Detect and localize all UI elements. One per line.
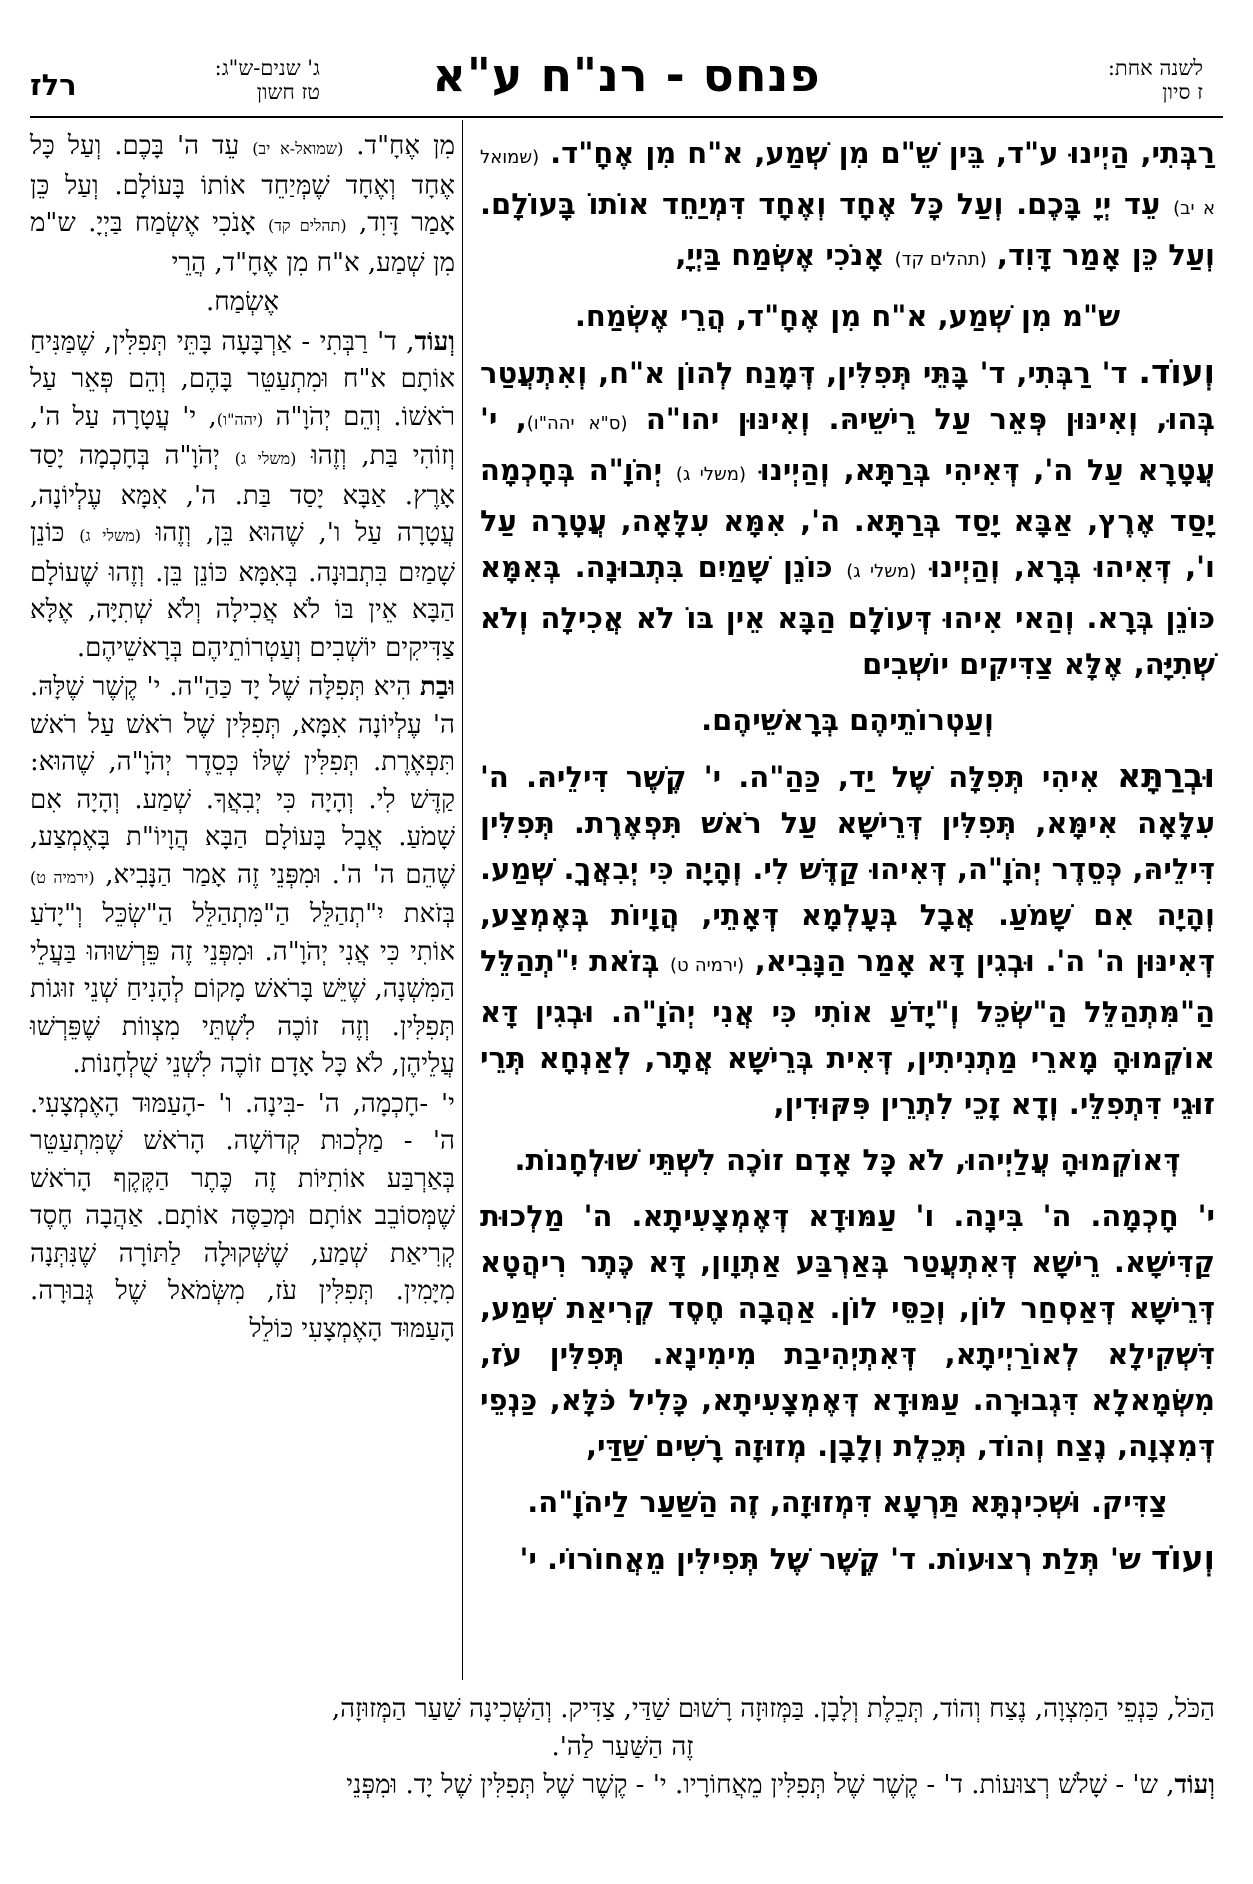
main-text: כּוֹנֵן שָׁמַיִם בִּתְבוּנָה. בְּאִמָּא כּוֹנֵן בְּרָא. וְהַאי אִיהוּ דְּעוֹלָם הַבָּא אֵין בּוֹ לֹא אֲכִילָה וְלֹא שְׁתִיָּה, אֶלָּא צַדִּיקִים יוֹשְׁבִים [480, 550, 1215, 681]
main-lead-word: וּבְרַתָּא [1117, 756, 1215, 795]
page-title-text: פנחס - רנ"ח ע"א [432, 48, 821, 102]
side-paragraph-4 [30, 1086, 455, 1349]
side-citation: (שמואל-א יב) [252, 139, 344, 158]
main-paragraph-5 [480, 1535, 1215, 1582]
side-text: יְהֹוָ"ה בְּחָכְמָה יָסַד אָרֶץ. אַבָּא יָסַד בַּת. ה', אִמָּא עֶלְיוֹנָה, עֲטָרָה עַל ו', שֶׁהוּא בֵּן, וְזֶהוּ [30, 441, 456, 548]
main-citation: (ירמיה ט) [669, 955, 745, 976]
side-text: אֶשְׂמַח. [205, 287, 280, 317]
main-lead-word: וְעוֹד. [1138, 352, 1215, 391]
bottom-text: זֶה הַשַּׁעַר לַה'. [551, 1732, 694, 1762]
side-paragraph-1 [30, 128, 455, 282]
header-rule [30, 116, 1223, 118]
main-paragraph-3-end [480, 1137, 1215, 1183]
main-text: יְהֹוָ"ה בְּחָכְמָה יָסַד אֶרֶץ, אַבָּא יָסַד בְּרַתָּא. ה', אִמָּא עִלָּאָה, עֲטָרָה עַל ו', דְּאִיהוּ בְּרָא, וְהַיְינוּ [480, 453, 1215, 584]
main-text: אִיהִי תְּפִלָּה שֶׁל יַד, כַּהַ"ה. י' קֶשֶׁר דִּילֵיהּ. ה' [480, 760, 1100, 794]
side-citation: (יהה"ו) [216, 409, 264, 429]
main-text: ד' רַבְּתִי, ד' בָּתֵּי תְּפִלִּין, דְּמָנַח לְהוֹן א"ח, וְאִתְעֲטַר [480, 356, 1128, 390]
main-column [480, 130, 1215, 1592]
bottom-line-3 [30, 1766, 1215, 1804]
side-lead-word: וּבַת [419, 672, 456, 702]
side-paragraph-2 [30, 324, 455, 668]
main-paragraph-1-end [480, 293, 1215, 339]
side-text: , ד' רַבְּתִי - אַרְבָּעָה בָּתֵּי תְּפִלִּין, שֶׁמַּנִּיחַ אוֹתָם א"ח וּמִתְעַטֵּר בָּהֶם, וְהֵם פְּאֵר עַל רֹאשׁוֹ. וְהֵם יְהֹוָ"ה [30, 326, 455, 432]
bottom-line-2 [30, 1728, 1215, 1766]
main-text: צַדִּיק. וּשְׁכִינְתָּא תַּרְעָא דִּמְזוּזָה, זֶה הַשַּׁעַר לַיהֹוָ"ה. [527, 1485, 1168, 1519]
main-lead-word: וְעוֹד [1150, 1538, 1215, 1577]
main-text: , י' עֲטָרָא עַל ה', דְּאִיהִי בְּרַתָּא, וְהַיְינוּ [480, 402, 1215, 487]
side-text: הִיא תְּפִלָּה שֶׁל יָד כַּהַ"ה. י' קֶשֶׁר שֶׁלָּהּ. ה' עֶלְיוֹנָה אִמָּא, תְּפִלִּין שֶׁל רֹאשׁ עַל רֹאשׁ תִּפְאֶרֶת. תְּפִלִּין שֶׁלּוֹ כְּסֵדֶר יְהֹוָ"ה, שֶׁהוּא: קַדֶּשׁ לִי. וְהָיָה כִּי יְבִאֲךָ. שְׁמַע. וְהָיָה אִם שָׁמֹעַ. אֲבָל בָּעוֹלָם הַבָּא הֲוָיוֹ"ת בָּאֶמְצַע, שֶׁהֵם ה' ה'. וּמִפְּנֵי זֶה אָמַר הַנָּבִיא, [30, 672, 455, 890]
main-text: בְּהוּ, וְאִינּוּן פְּאֵר עַל רֵישֵׁיהּ. וְאִינּוּן יהו"ה [645, 402, 1215, 436]
main-paragraph-3 [480, 753, 1215, 1127]
main-citation: (ס"א יהה"ו) [526, 413, 628, 434]
header-right-label [1003, 56, 1203, 104]
translation-column [30, 128, 455, 1350]
main-text: עִלָּאָה אִימָּא, תְּפִלִּין דְּרֵישָׁא עַל רֹאשׁ תִּפְאֶרֶת. [573, 806, 1215, 840]
header-right-label-line1: לשנה אחת: [1107, 56, 1203, 80]
main-text: תְּפִלִּין דִּילֵיהּ, כְּסֵדֶר יְהֹוָ"ה, דְּאִיהוּ קַדֶּשׁ לִי. וְהָיָה כִּי יְבִאֲךָ. שְׁמַע. וְהָיָה אִם שָׁמֹעַ. אֲבָל בְּעָלְמָא דְּאָתֵי, הֲוָיוֹת בְּאֶמְצַע, דְּאִינּוּן ה' ה'. וּבְגִין דָּא אָמַר הַנָּבִיא, [480, 806, 1215, 978]
side-text: י' -חָכְמָה, ה' -בִּינָה. ו' -הָעַמּוּד הָאֶמְצָעִי. ה' - מַלְכוּת קְדוֹשָׁה. הָרֹאשׁ שֶׁמִּתְעַטֵּר בְּאַרְבַּע אוֹתִיּוֹת זֶה כֶּתֶר הַקֶּקֶף הָרֹאשׁ שֶׁמְּסוֹבֵב אוֹתָם וּמְכַסֶּה אוֹתָם. אַהֲבָה חֶסֶד קְרִיאַת שְׁמַע, שֶׁשְּׁקוּלָה לַתּוֹרָה שֶׁנִּתְּנָה מִיָּמִין. תְּפִלִּין עֹז, מִשְּׂמֹאל שֶׁל גְּבוּרָה. הָעַמּוּד הָאֶמְצָעִי כּוֹלֵל [30, 1088, 455, 1344]
main-text: ש"מ מִן שְׁמַע, א"ח מִן אֶחָ"ד, הֲרֵי אֶשְׂמַח. [574, 299, 1121, 333]
main-text: דְּאוֹקְמוּהָ עֲלַיְיהוּ, לֹא כָּל אָדָם זוֹכֶה לִשְׁתֵּי שׁוּלְחָנוֹת. [514, 1143, 1181, 1177]
main-citation: (שמואל א יב) [480, 147, 1215, 219]
bottom-lead-word: וְעוֹד [1174, 1770, 1215, 1800]
main-citation: (משלי ג) [675, 464, 746, 485]
page-number: רלז [30, 68, 77, 102]
bottom-text: הַכֹּל, כַּנְפֵי הַמִּצְוָה, נֶצַח וְהוֹד, תְּכֵלֶת וְלָבָן. בַּמְּזוּזָה רָשׁוּם שַׁדַּי, צַדִּיק. וְהַשְּׁכִינָה שַׁעַר הַמְּזוּזָה, [331, 1694, 1215, 1724]
side-paragraph-3 [30, 669, 455, 1084]
main-text: ש' תְּלַת רְצוּעוֹת. ד' קֶשֶׁר שֶׁל תְּפִילִּין מֵאֲחוֹרוֹי. י' [519, 1542, 1141, 1576]
side-paragraph-1-end [30, 284, 455, 322]
bottom-text: , ש' - שָׁלֹשׁ רְצוּעוֹת. ד' - קֶשֶׁר שֶׁל תְּפִלִּין מֵאֲחוֹרָיו. י' - קֶשֶׁר שֶׁל תְּפִלִּין שֶׁל יָד. וּמִפְּנֵי [346, 1770, 1175, 1800]
main-text: עֵד יְיָ בָּכֶם. וְעַל כָּל אֶחָד וְאֶחָד דִּמְיַחֵד אוֹתוֹ בָּעוֹלָם. וְעַל כֵּן אָמַר דָּוִד, [480, 187, 1215, 272]
side-text: , י' עֲטָרָה עַל ה', וְזוֹהִי בַּת, וְזֶהוּ [30, 401, 456, 471]
main-paragraph-2 [480, 349, 1215, 687]
bottom-line-1 [30, 1690, 1215, 1728]
header-left-label-line1: ג' שנים-ש"ג: [214, 56, 320, 80]
side-text: בְּזֹאת יִ"תְהַלֵּל הַ"מִּתְהַלֵּל הַ"שְׂכֵּל וְ"יָדֹעַ אוֹתִי כִּי אֲנִי יְהֹוָ"ה. וּמִפְּנֵי זֶה פֵּרְשׁוּהוּ בַּעֲלֵי הַמִּשְׁנָה, שֶׁיֵּשׁ בָּרֹאשׁ מָקוֹם לְהָנִיחַ שְׁנֵי זוּגוֹת תְּפִלִּין. וְזֶה זוֹכֶה לִשְׁתֵּי מִצְווֹת שֶׁפֵּרְשׁוּ עֲלֵיהֶן, לֹא כָּל אָדָם זוֹכֶה לִשְׁנֵי שֻׁלְחָנוֹת. [30, 899, 455, 1079]
bottom-continuation [30, 1690, 1215, 1804]
side-lead-word: וְעוֹד [414, 326, 455, 357]
side-text: אָנֹכִי אֶשְׂמַח בַּיְיָ. ש"מ מִן שְׁמַע, א"ח מִן אֶחָ"ד, הֲרֵי [30, 208, 455, 278]
side-citation: (תהלים קד) [268, 216, 347, 235]
header-left-label-line2: טז חשון [256, 80, 320, 104]
main-text: קַדִּישָׁא. רֵישָׁא דְּאִתְעֲטַר בְּאַרְבַּע אַתְוָון, דָּא כֶּתֶר רִיהֲטָא דְּרֵישָׁא דְּאַסְחַר לוֹן, וְכַסֵּי לוֹן. אַהֲבָה חֶסֶד קְרִיאַת שְׁמַע, דִּשְׁקִילָא לְאוֹרַיְיתָא, דְּאִתְיְהִיבַת מִימִינָא. תְּפִלִּין עֹז, מִשְּׂמָאלָא דִּגְבוּרָה. עַמּוּדָא דְּאֶמְצָעִיתָא, כָּלִיל כֹּלָּא, כַּנְפֵי דְּמִצְוָה, נֶצַח וְהוֹד, תְּכֵלֶת וְלָבָן. מְזוּזָה רָשִׁים שַׁדַּי, [480, 1245, 1215, 1463]
side-citation: (משלי ג) [79, 526, 141, 545]
main-paragraph-2-end [480, 697, 1215, 743]
main-citation: (משלי ג) [846, 561, 917, 582]
main-citation: (תהלים קד) [894, 249, 987, 270]
side-text: מִן אֶחָ"ד. [356, 131, 455, 161]
column-divider [462, 120, 463, 1680]
side-text: עֵד ה' בָּכֶם. וְעַל כָּל אֶחָד וְאֶחָד שֶׁמְּיַחֵד אוֹתוֹ בָּעוֹלָם. וְעַל כֵּן אָמַר דָּוִד, [30, 131, 456, 238]
side-text: כּוֹנֵן שָׁמַיִם בִּתְבוּנָה. בְּאִמָּא כּוֹנֵן בֵּן. וְזֶהוּ שֶׁעוֹלָם הַבָּא אֵין בּוֹ לֹא אֲכִילָה וְלֹא שְׁתִיָּה, אֶלָּא צַדִּיקִים יוֹשְׁבִים וְעַטְרוֹתֵיהֶם בְּרָאשֵׁיהֶם. [30, 518, 455, 663]
header-right-label-line2: ז סיון [1162, 80, 1203, 104]
main-paragraph-1 [480, 130, 1215, 283]
main-text: וְעַטְרוֹתֵיהֶם בְּרָאשֵׁיהֶם. [701, 703, 994, 737]
main-paragraph-4-end [480, 1479, 1215, 1525]
main-paragraph-4 [480, 1193, 1215, 1469]
main-text: רַבְּתִי, הַיְינוּ ע"ד, בֵּין שֵׁ"ם מִן שְׁמַע, א"ח מִן אֶחָ"ד. [550, 136, 1215, 170]
side-citation: (משלי ג) [234, 449, 297, 468]
main-text: אָנֹכִי אֶשְׂמַח בַּיְיָ, [675, 238, 885, 272]
main-text: י' חָכְמָה. ה' בִּינָה. ו' עַמּוּדָא דְּאֶמְצָעִיתָא. ה' מַלְכוּת [480, 1199, 1215, 1233]
main-text: בְּזֹאת יִ"תְהַלֵּל הַ"מִּתְהַלֵּל הַ"שְׂכֵּל וְ"יָדֹעַ אוֹתִי כִּי אֲנִי יְהֹוָ"ה. וּבְגִין דָּא אוֹקְמוּהָ מָארֵי מַתְנִיתִין, דְּאִית בְּרֵישָׁא אֲתָר, לְאַנְחָא תְּרֵי זוּגֵי דִּתְפִלֵּי. וְדָא זָכֵי לִתְרֵין פִּקּוּדִין, [480, 944, 1215, 1121]
side-citation: (ירמיה ט) [30, 867, 95, 887]
